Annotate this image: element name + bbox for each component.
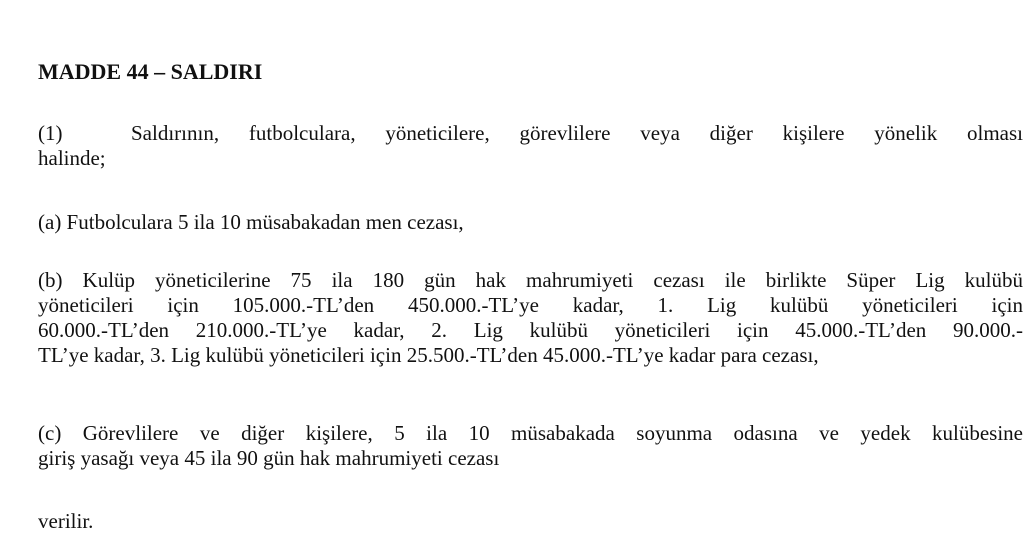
- item-c: [38, 421, 1023, 471]
- paragraph-1: [38, 121, 1023, 171]
- article-title: MADDE 44 – SALDIRI: [38, 59, 263, 84]
- paragraph-1-line-2: halinde;: [38, 146, 106, 170]
- item-b-line-4: TL’ye kadar, 3. Lig kulübü yöneticileri için 25.500.-TL’den 45.000.-TL’ye kadar para cezası,: [38, 343, 819, 367]
- item-b: [38, 268, 1023, 368]
- paragraph-1-line-1: Saldırının, futbolculara, yöneticilere, görevlilere veya diğer kişilere yönelik olması: [131, 121, 1023, 145]
- item-b-line-3: 60.000.-TL’den 210.000.-TL’ye kadar, 2. Lig kulübü yöneticileri için 45.000.-TL’den 90.000.-: [38, 318, 1023, 342]
- item-c-line-2: giriş yasağı veya 45 ila 90 gün hak mahrumiyeti cezası: [38, 446, 500, 470]
- paragraph-number: (1): [38, 121, 63, 145]
- item-b-line-1: (b) Kulüp yöneticilerine 75 ila 180 gün hak mahrumiyeti cezası ile birlikte Süper Lig kulübü: [38, 268, 1023, 292]
- item-a: [38, 210, 1023, 235]
- item-b-line-2: yöneticileri için 105.000.-TL’den 450.000.-TL’ye kadar, 1. Lig kulübü yöneticileri için: [38, 293, 1023, 317]
- item-c-line-1: (c) Görevlilere ve diğer kişilere, 5 ila 10 müsabakada soyunma odasına ve yedek kulübesine: [38, 421, 1023, 445]
- closing-text: [38, 509, 1023, 534]
- item-a-line-1: (a) Futbolculara 5 ila 10 müsabakadan men cezası,: [38, 210, 464, 234]
- closing-line: verilir.: [38, 509, 94, 533]
